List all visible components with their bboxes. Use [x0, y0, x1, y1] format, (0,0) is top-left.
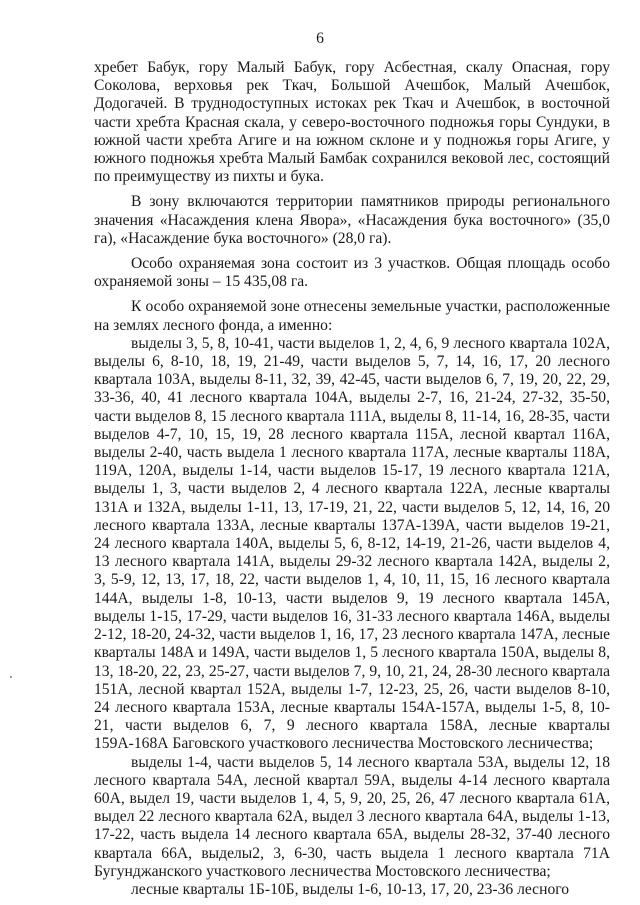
paragraph-bagovsky-plots: выделы 3, 5, 8, 10-41, части выделов 1, 2, 4, 6, 9 лесного квартала 102А, выделы 6, 8-10, 18, 19, 21-49, части выделов 5, 7, 14, 16, 17, 20 лесного квартала 103А, выделы 8-11, 32, 39, 42-45, части выделов 6, 7, 19, 20, 22, 29, 33-36, 40, 41 лесного квартала 104А, выделы 2-7, 16, 21-24, 27-32, 35-50, части выделов 8, 15 лесного квартала 111А, выделы 8, 11-14, 16, 28-35, части выделов 4-7, 10, 15, 19, 28 лесного квартала 115А, лесной квартал 116А, выделы 2-40, часть выдела 1 лесного квартала 117А, лесные кварталы 118А, 119А, 120А, выделы 1-14, части выделов 15-17, 19 лесного квартала 121А, выделы 1, 3, части выделов 2, 4 лесного квартала 122А, лесные кварталы 131А и 132А, выделы 1-11, 13, 17-19, 21, 22, части выделов 5, 12, 14, 16, 20 лесного квартала 133А, лесные кварталы 137А-139А, части выделов 19-21, 24 лесного квартала 140А, выделы 5, 6, 8-12, 14-19, 21-26, части выделов 4, 13 лесного квартала 141А, выделы 29-32 лесного квартала 142А, выделы 2, 3, 5-9, 12, 13, 17, 18, 22, части выделов 1, 4, 10, 11, 15, 16 лесного квартала 144А, выделы 1-8, 10-13, части выделов 9, 19 лесного квартала 145А, выделы 1-15, 17-29, части выделов 16, 31-33 лесного квартала 146А, выделы 2-12, 18-20, 24-32, части выделов 1, 16, 17, 23 лесного квартала 147А, лесные кварталы 148А и 149А, части выделов 1, 5 лесного квартала 150А, выделы 8, 13, 18-20, 22, 23, 25-27, части выделов 7, 9, 10, 21, 24, 28-30 лесного квартала 151А, лесной квартал 152А, выделы 1-7, 12-23, 25, 26, части выделов 8-10, 24 лесного квартала 153А, лесные кварталы 154А-157А, выделы 1-5, 8, 10-21, части выделов 6, 7, 9 лесного квартала 158А, лесные кварталы 159А-168А Баговского участкового лесничества Мостовского лесничества;: [94, 334, 610, 753]
paragraph-forest-quarters-continued: лесные кварталы 1Б-10Б, выделы 1-6, 10-13, 17, 20, 23-36 лесного: [131, 880, 570, 898]
paragraph-bugundzhansky-plots: выделы 1-4, части выделов 5, 14 лесного квартала 53А, выделы 12, 18 лесного квартала 54А, лесной квартал 59А, выделы 4-14 лесного квартала 60А, выдел 19, части выделов 1, 4, 5, 9, 20, 25, 26, 47 лесного квартала 61А, выдел 22 лесного квартала 62А, выдел 3 лесного квартала 64А, выделы 1-13, 17-22, часть выдела 14 лесного квартала 65А, выделы 28-32, 37-40 лесного квартала 66А, выделы2, 3, 6-30, часть выдела 1 лесного квартала 71А Бугунджанского участкового лесничества Мостовского лесничества;: [94, 753, 610, 880]
paragraph-zone-area: Особо охраняемая зона состоит из 3 участков. Общая площадь особо охраняемой зоны – 15 435,08 га.: [94, 255, 610, 291]
scan-dot-mark: [10, 676, 12, 678]
paragraph-ridges-description: хребет Бабук, гору Малый Бабук, гору Асбестная, скалу Опасная, гору Соколова, верховья рек Ткач, Большой Ачешбок, Малый Ачешбок, Додогачей. В труднодоступных истоках рек Ткач и Ачешбок, в восточной части хребта Красная скала, у северо-восточного подножья горы Сундуки, в южной части хребта Агиге и на южном склоне и у подножья горы Агиге, у южного подножья хребта Малый Бамбак сохранился вековой лес, состоящий по преимуществу из пихты и бука.: [94, 59, 610, 186]
paragraph-land-plots-intro: К особо охраняемой зоне отнесены земельные участки, расположенные на землях лесного фонда, а именно:: [94, 298, 610, 334]
document-body: [94, 59, 610, 899]
paragraph-nature-monuments: В зону включаются территории памятников природы регионального значения «Насаждения клена Явора», «Насаждения бука восточного» (35,0 га), «Насаждение бука восточного» (28,0 га).: [94, 193, 610, 247]
page-number: 6: [316, 30, 324, 47]
